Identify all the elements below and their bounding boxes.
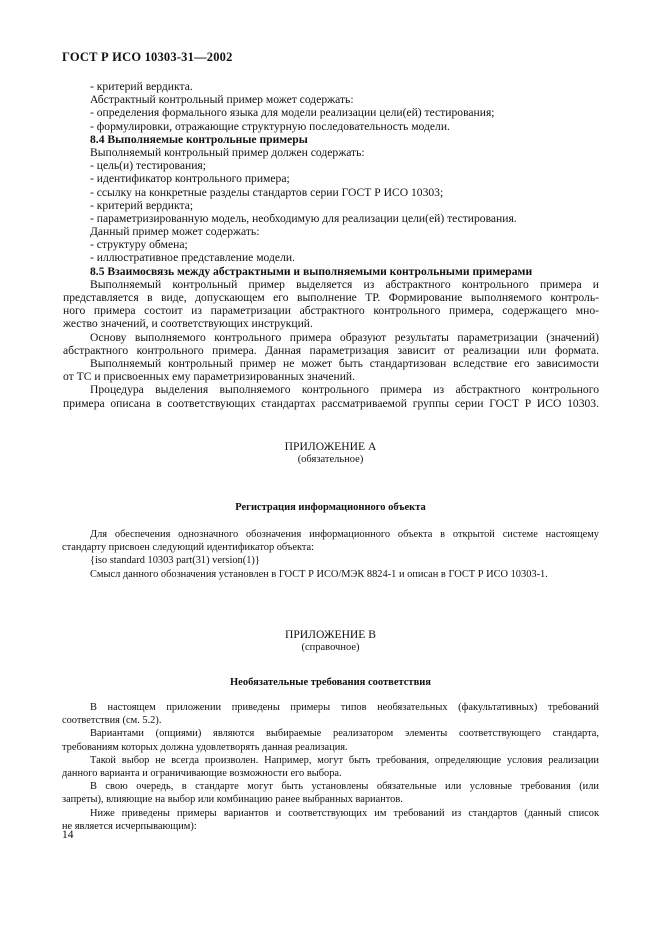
text-line: ного примера состоит из параметризации абстрактного контрольного примера, содержащего мно- (63, 304, 599, 318)
text-line: абстрактного контрольного примера. Данная параметризация зависит от реализации или формата. (63, 343, 599, 357)
text-line: Абстрактный контрольный пример может содержать: (90, 93, 354, 107)
appendix-b-title: Необязательные требования соответствия (230, 677, 431, 688)
text-line: - параметризированную модель, необходимую для реализации цели(ей) тестирования. (90, 211, 517, 225)
text-line: Выполняемый контрольный пример не может быть стандартизован вследствие его зависимости (90, 356, 599, 370)
text-line: Для обеспечения однозначного обозначения информационного объекта в открытой системе настоящему (90, 529, 599, 540)
text-line: представляется в виде, допускающем его выполнение ТР. Формирование выполняемого контроль- (63, 291, 599, 304)
appendix-b-body (62, 701, 599, 833)
text-line: Выполняемый контрольный пример должен содержать: (90, 145, 365, 159)
text-line: В настоящем приложении приведены примеры типов необязательных (факультативных) требований (90, 702, 599, 713)
text-line: Смысл данного обозначения установлен в ГОСТ Р ИСО/МЭК 8824-1 и описан в ГОСТ Р ИСО 10303-1. (90, 568, 548, 580)
appendix-a-title: Регистрация информационного объекта (235, 502, 426, 513)
appendix-b-status: (справочное) (301, 642, 360, 653)
appendix-b-label: ПРИЛОЖЕНИЕ В (284, 628, 377, 641)
text-line: - определения формального языка для модели реализации цели(ей) тестирования; (90, 106, 495, 120)
text-line: - критерий вердикта. (90, 80, 193, 93)
text-line: {iso standard 10303 part(31) version(1)} (90, 555, 260, 567)
appendix-a-status: (обязательное) (297, 454, 364, 465)
text-line: стандарту присвоен следующий идентификатор объекта: (62, 542, 315, 554)
appendix-b-heading (0, 628, 661, 654)
text-line: Основу выполняемого контрольного примера образуют результаты параметризации (значений) (90, 330, 599, 344)
text-line: - ссылку на конкретные разделы стандартов серии ГОСТ Р ИСО 10303; (90, 185, 444, 199)
document-header: ГОСТ Р ИСО 10303-31—2002 (62, 50, 233, 64)
text-line: данного варианта и ограничивающие возможности его выбора. (62, 767, 342, 779)
text-line: - цель(и) тестирования; (90, 159, 206, 173)
text-line: примера описана в соответствующих стандартах рассматриваемой группы серии ГОСТ Р ИСО 10303. (63, 396, 599, 410)
appendix-a-label: ПРИЛОЖЕНИЕ А (284, 440, 377, 453)
text-line: жество значений, и соответствующих инструкций. (63, 317, 313, 331)
text-line: - структуру обмена; (90, 238, 188, 252)
section-heading-8-5: 8.5 Взаимосвязь между абстрактными и выполняемыми контрольными примерами (90, 264, 533, 278)
text-line: Ниже приведены примеры вариантов и соответствующих им требований из стандартов (данный список (90, 807, 599, 819)
text-line: В свою очередь, в стандарте могут быть установлены обязательные или условные требования (или (90, 781, 599, 793)
text-line: Выполняемый контрольный пример выделяется из абстрактного контрольного примера и (90, 277, 599, 291)
text-line: Такой выбор не всегда произволен. Например, могут быть требования, определяющие условия реализации (90, 754, 599, 766)
text-line: запреты), влияющие на выбор или комбинацию ранее выбранных вариантов. (62, 794, 403, 806)
text-line: - иллюстративное представление модели. (90, 251, 295, 265)
text-line: от ТС и присвоенных ему параметризированных значений. (63, 370, 356, 384)
text-line: требованиям которых должна удовлетворять данная реализация. (62, 741, 348, 753)
section-heading-8-4: 8.4 Выполняемые контрольные примеры (90, 132, 308, 146)
text-line: - формулировки, отражающие структурную последовательность модели. (90, 119, 450, 133)
section-top (63, 80, 599, 410)
text-line: соответствия (см. 5.2). (62, 715, 162, 727)
appendix-a-body (62, 528, 599, 581)
text-line: Процедура выделения выполняемого контрольного примера из абстрактного контрольного (90, 383, 599, 397)
text-line: - идентификатор контрольного примера; (90, 172, 290, 186)
text-line: - критерий вердикта; (90, 198, 194, 212)
page-number: 14 (62, 829, 74, 841)
appendix-a-heading (0, 440, 661, 466)
text-line: Вариантами (опциями) являются выбираемые реализатором элементы соответствующего стандарта, (90, 728, 599, 740)
text-line: Данный пример может содержать: (90, 225, 260, 239)
text-line: не является исчерпывающим): (62, 820, 197, 832)
